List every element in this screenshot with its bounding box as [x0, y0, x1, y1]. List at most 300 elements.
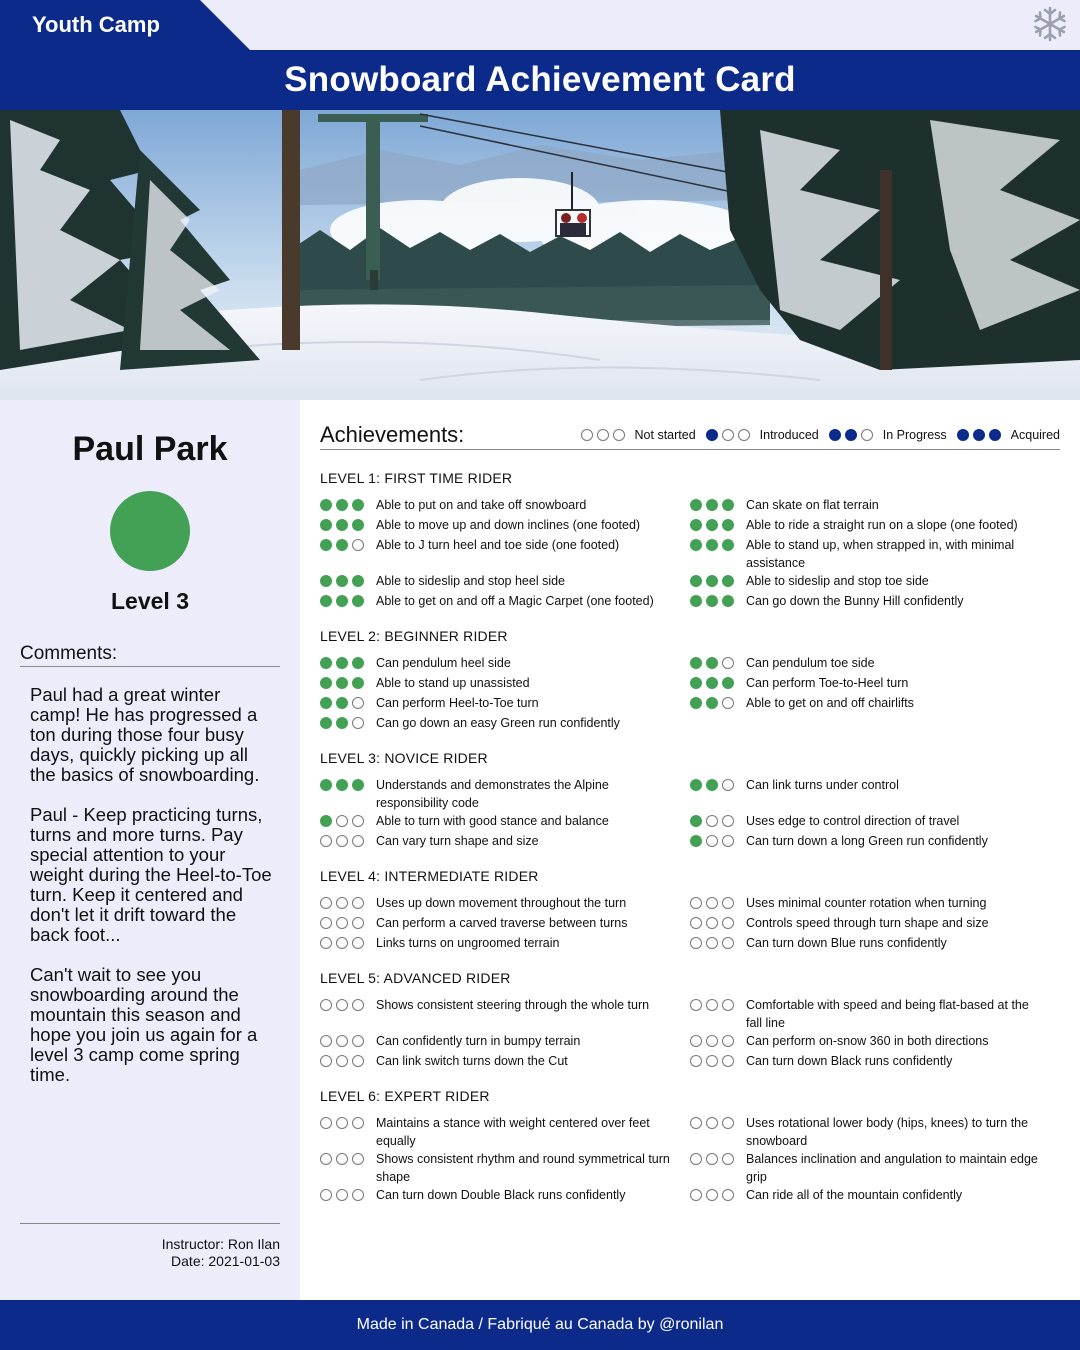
filled-dot — [690, 657, 702, 669]
empty-dot — [336, 897, 348, 909]
skill-item — [320, 832, 690, 852]
signoff-date: Date: 2021-01-03 — [171, 1253, 280, 1269]
filled-dot — [706, 539, 718, 551]
empty-dot — [722, 1117, 734, 1129]
empty-dot — [690, 1117, 702, 1129]
skill-item — [690, 832, 1060, 852]
skill-item — [690, 536, 1060, 572]
level-section — [320, 750, 1060, 852]
empty-dot — [320, 897, 332, 909]
filled-dot — [706, 657, 718, 669]
progress-dots — [690, 519, 746, 531]
progress-dots — [690, 575, 746, 587]
skill-label: Uses rotational lower body (hips, knees) to turn the snowboard — [746, 1116, 1029, 1148]
skill-label: Comfortable with speed and being flat-based at the fall line — [746, 998, 1029, 1030]
empty-dot — [722, 1055, 734, 1067]
comments-heading: Comments: — [20, 643, 280, 667]
progress-dots — [690, 937, 746, 949]
progress-legend — [581, 428, 1060, 442]
filled-dot — [706, 697, 718, 709]
skill-item — [320, 654, 690, 674]
skill-label: Able to stand up, when strapped in, with minimal assistance — [746, 538, 1015, 570]
filled-dot — [320, 539, 332, 551]
empty-dot — [352, 897, 364, 909]
skill-label: Can go down the Bunny Hill confidently — [746, 594, 964, 608]
progress-dots — [320, 697, 376, 709]
skill-item — [320, 894, 690, 914]
progress-dots — [690, 917, 746, 929]
filled-dot — [352, 779, 364, 791]
progress-dots — [320, 1055, 376, 1067]
progress-dots — [320, 1117, 376, 1129]
skill-grid — [320, 1114, 1060, 1206]
skill-grid — [320, 996, 1060, 1072]
skill-label: Links turns on ungroomed terrain — [376, 936, 560, 950]
progress-dots — [690, 595, 746, 607]
skill-item — [320, 1150, 690, 1186]
empty-dot — [690, 897, 702, 909]
skill-item — [690, 694, 1060, 714]
skill-item — [690, 776, 1060, 812]
skill-grid — [320, 496, 1060, 612]
skill-item — [690, 572, 1060, 592]
filled-dot — [336, 595, 348, 607]
empty-dot — [690, 1153, 702, 1165]
progress-dots — [690, 779, 746, 791]
empty-dot — [706, 1153, 718, 1165]
skill-item — [690, 1052, 1060, 1072]
empty-dot — [352, 1035, 364, 1047]
skill-item — [690, 592, 1060, 612]
filled-dot — [320, 717, 332, 729]
instructor-name: Instructor: Ron Ilan — [161, 1236, 280, 1252]
skill-label: Uses minimal counter rotation when turning — [746, 896, 987, 910]
filled-dot — [320, 499, 332, 511]
empty-dot — [320, 917, 332, 929]
level-title: LEVEL 2: BEGINNER RIDER — [320, 628, 508, 644]
skill-label: Uses up down movement throughout the turn — [376, 896, 627, 910]
skill-item — [320, 516, 690, 536]
progress-dots — [690, 657, 746, 669]
empty-dot — [690, 917, 702, 929]
empty-dot — [690, 937, 702, 949]
skill-item — [690, 894, 1060, 914]
level-section — [320, 868, 1060, 954]
skill-label: Can skate on flat terrain — [746, 498, 879, 512]
empty-dot — [352, 1055, 364, 1067]
skill-item — [320, 996, 690, 1032]
empty-dot — [320, 1055, 332, 1067]
progress-dots — [829, 429, 873, 441]
progress-dots — [320, 539, 376, 551]
comment-paragraph: Paul - Keep practicing turns, turns and more turns. Pay special attention to your weight during the Heel-to-Toe turn. Keep it centered and don't let it drift toward the back foot... — [30, 804, 272, 945]
skill-label: Can turn down Black runs confidently — [746, 1054, 953, 1068]
empty-dot — [690, 1055, 702, 1067]
empty-dot — [352, 1153, 364, 1165]
skill-grid — [320, 654, 1060, 734]
progress-dots — [320, 1153, 376, 1165]
page-title: Snowboard Achievement Card — [284, 60, 796, 99]
skill-label: Can perform a carved traverse between turns — [376, 916, 628, 930]
progress-dots — [690, 539, 746, 551]
filled-dot — [320, 575, 332, 587]
empty-dot — [336, 917, 348, 929]
skill-label: Can turn down a long Green run confidently — [746, 834, 988, 848]
progress-dots — [690, 1189, 746, 1201]
empty-dot — [352, 815, 364, 827]
empty-dot — [738, 429, 750, 441]
filled-dot — [706, 519, 718, 531]
filled-dot — [336, 539, 348, 551]
empty-dot — [706, 999, 718, 1011]
progress-dots — [320, 575, 376, 587]
progress-dots — [320, 499, 376, 511]
skill-label: Can pendulum heel side — [376, 656, 511, 670]
top-bar — [0, 0, 1080, 50]
progress-dots — [320, 657, 376, 669]
filled-dot — [352, 499, 364, 511]
signoff — [162, 1236, 280, 1270]
skill-item — [320, 496, 690, 516]
empty-dot — [706, 835, 718, 847]
skill-label: Uses edge to control direction of travel — [746, 814, 960, 828]
level-title: LEVEL 6: EXPERT RIDER — [320, 1088, 490, 1104]
progress-dots — [690, 1117, 746, 1129]
filled-dot — [336, 519, 348, 531]
skill-label: Can pendulum toe side — [746, 656, 875, 670]
empty-dot — [722, 815, 734, 827]
filled-dot — [690, 815, 702, 827]
progress-dots — [320, 897, 376, 909]
skill-label: Understands and demonstrates the Alpine responsibility code — [376, 778, 609, 810]
achievements-header — [320, 422, 1060, 450]
skill-item — [690, 1032, 1060, 1052]
empty-dot — [336, 1035, 348, 1047]
filled-dot — [722, 677, 734, 689]
skill-label: Can vary turn shape and size — [376, 834, 539, 848]
empty-dot — [613, 429, 625, 441]
skill-label: Can turn down Blue runs confidently — [746, 936, 947, 950]
level-section — [320, 628, 1060, 734]
filled-dot — [352, 519, 364, 531]
filled-dot — [320, 697, 332, 709]
filled-dot — [722, 519, 734, 531]
skill-label: Able to turn with good stance and balance — [376, 814, 609, 828]
filled-dot — [336, 677, 348, 689]
empty-dot — [722, 779, 734, 791]
skill-item — [320, 1186, 690, 1206]
empty-dot — [352, 835, 364, 847]
empty-dot — [320, 937, 332, 949]
empty-dot — [336, 1189, 348, 1201]
empty-dot — [352, 717, 364, 729]
skill-item — [690, 654, 1060, 674]
legend-item — [581, 428, 706, 442]
title-bar — [0, 50, 1080, 110]
skill-label: Able to get on and off a Magic Carpet (one footed) — [376, 594, 654, 608]
filled-dot — [722, 539, 734, 551]
filled-dot — [352, 657, 364, 669]
filled-dot — [336, 697, 348, 709]
skill-label: Shows consistent rhythm and round symmetrical turn shape — [376, 1152, 670, 1184]
filled-dot — [957, 429, 969, 441]
student-name: Paul Park — [72, 430, 228, 468]
filled-dot — [690, 539, 702, 551]
skill-item — [320, 714, 690, 734]
filled-dot — [320, 595, 332, 607]
student-level: Level 3 — [111, 588, 189, 614]
skill-label: Able to move up and down inclines (one footed) — [376, 518, 641, 532]
filled-dot — [690, 575, 702, 587]
progress-dots — [320, 595, 376, 607]
skill-item — [690, 1114, 1060, 1150]
skill-label: Balances inclination and angulation to maintain edge grip — [746, 1152, 1038, 1184]
legend-label: Introduced — [759, 428, 819, 442]
empty-dot — [722, 897, 734, 909]
empty-dot — [320, 1189, 332, 1201]
skill-item — [320, 914, 690, 934]
skill-label: Able to get on and off chairlifts — [746, 696, 914, 710]
empty-dot — [320, 835, 332, 847]
progress-dots — [957, 429, 1001, 441]
skill-item — [690, 934, 1060, 954]
empty-dot — [722, 999, 734, 1011]
level-title: LEVEL 5: ADVANCED RIDER — [320, 970, 511, 986]
empty-dot — [352, 999, 364, 1011]
empty-dot — [320, 999, 332, 1011]
progress-dots — [320, 835, 376, 847]
progress-dots — [320, 999, 376, 1011]
filled-dot — [829, 429, 841, 441]
skill-item — [320, 536, 690, 572]
skill-item — [690, 1150, 1060, 1186]
empty-dot — [706, 1189, 718, 1201]
progress-dots — [320, 937, 376, 949]
progress-dots — [320, 917, 376, 929]
filled-dot — [320, 779, 332, 791]
skill-label: Maintains a stance with weight centered over feet equally — [376, 1116, 650, 1148]
skill-label: Can confidently turn in bumpy terrain — [376, 1034, 581, 1048]
empty-dot — [722, 937, 734, 949]
empty-dot — [722, 835, 734, 847]
filled-dot — [690, 835, 702, 847]
progress-dots — [320, 1035, 376, 1047]
achievements-panel — [300, 400, 1080, 1300]
empty-dot — [690, 999, 702, 1011]
legend-item — [706, 428, 829, 442]
skill-label: Able to stand up unassisted — [376, 676, 530, 690]
legend-label: Not started — [634, 428, 696, 442]
filled-dot — [690, 595, 702, 607]
skill-label: Can perform Toe-to-Heel turn — [746, 676, 909, 690]
skill-item — [320, 1052, 690, 1072]
progress-dots — [690, 815, 746, 827]
level-title: LEVEL 3: NOVICE RIDER — [320, 750, 488, 766]
filled-dot — [690, 677, 702, 689]
skill-label: Can go down an easy Green run confidently — [376, 716, 620, 730]
skill-label: Able to ride a straight run on a slope (one footed) — [746, 518, 1018, 532]
progress-dots — [320, 519, 376, 531]
empty-dot — [336, 815, 348, 827]
empty-dot — [597, 429, 609, 441]
filled-dot — [989, 429, 1001, 441]
progress-dots — [320, 779, 376, 791]
empty-dot — [706, 1035, 718, 1047]
empty-dot — [336, 937, 348, 949]
skill-label: Shows consistent steering through the whole turn — [376, 998, 650, 1012]
filled-dot — [336, 717, 348, 729]
empty-dot — [690, 1035, 702, 1047]
skill-item — [690, 812, 1060, 832]
skill-item — [690, 996, 1060, 1032]
skill-grid — [320, 894, 1060, 954]
skill-item — [320, 1114, 690, 1150]
filled-dot — [336, 779, 348, 791]
comment-paragraph: Paul had a great winter camp! He has progressed a ton during those four busy days, quickly picking up all the basics of snowboarding. — [30, 684, 260, 785]
progress-dots — [581, 429, 625, 441]
progress-dots — [690, 1035, 746, 1047]
level-title: LEVEL 1: FIRST TIME RIDER — [320, 470, 513, 486]
filled-dot — [722, 595, 734, 607]
snowflake-icon — [1030, 4, 1070, 44]
empty-dot — [706, 897, 718, 909]
skill-grid — [320, 776, 1060, 852]
skill-item — [690, 496, 1060, 516]
levels-list — [320, 470, 1060, 1222]
empty-dot — [336, 835, 348, 847]
empty-dot — [722, 697, 734, 709]
empty-dot — [320, 1153, 332, 1165]
empty-dot — [861, 429, 873, 441]
filled-dot — [690, 779, 702, 791]
filled-dot — [336, 657, 348, 669]
empty-dot — [336, 999, 348, 1011]
student-panel — [0, 400, 300, 1300]
skill-label: Can link turns under control — [746, 778, 899, 792]
empty-dot — [336, 1117, 348, 1129]
empty-dot — [352, 539, 364, 551]
empty-dot — [722, 429, 734, 441]
level-badge — [110, 491, 190, 571]
filled-dot — [352, 595, 364, 607]
empty-dot — [722, 1035, 734, 1047]
skill-item — [320, 572, 690, 592]
skill-label: Able to J turn heel and toe side (one footed) — [376, 538, 620, 552]
progress-dots — [320, 717, 376, 729]
progress-dots — [690, 697, 746, 709]
progress-dots — [690, 677, 746, 689]
progress-dots — [690, 897, 746, 909]
skill-label: Controls speed through turn shape and size — [746, 916, 989, 930]
empty-dot — [706, 937, 718, 949]
legend-item — [829, 428, 957, 442]
skill-item — [690, 516, 1060, 536]
skill-item — [320, 592, 690, 612]
empty-dot — [352, 1189, 364, 1201]
skill-label: Able to put on and take off snowboard — [376, 498, 587, 512]
filled-dot — [320, 657, 332, 669]
legend-item — [957, 428, 1060, 442]
empty-dot — [722, 917, 734, 929]
achievements-heading: Achievements: — [320, 422, 465, 447]
progress-dots — [320, 1189, 376, 1201]
filled-dot — [352, 677, 364, 689]
empty-dot — [581, 429, 593, 441]
filled-dot — [336, 575, 348, 587]
filled-dot — [690, 697, 702, 709]
filled-dot — [706, 779, 718, 791]
skill-label: Able to sideslip and stop heel side — [376, 574, 566, 588]
filled-dot — [706, 677, 718, 689]
empty-dot — [722, 1189, 734, 1201]
progress-dots — [690, 835, 746, 847]
skill-item — [320, 694, 690, 714]
skill-label: Can perform Heel-to-Toe turn — [376, 696, 539, 710]
empty-dot — [320, 1035, 332, 1047]
empty-dot — [706, 815, 718, 827]
skill-label: Can turn down Double Black runs confidently — [376, 1188, 626, 1202]
comments-body — [30, 685, 275, 1105]
legend-label: In Progress — [882, 428, 947, 442]
filled-dot — [336, 499, 348, 511]
filled-dot — [722, 575, 734, 587]
camp-tab-label: Youth Camp — [32, 12, 160, 37]
skill-item — [320, 812, 690, 832]
filled-dot — [352, 575, 364, 587]
legend-label: Acquired — [1010, 428, 1060, 442]
progress-dots — [690, 1055, 746, 1067]
filled-dot — [706, 499, 718, 511]
skill-item — [320, 1032, 690, 1052]
progress-dots — [706, 429, 750, 441]
empty-dot — [320, 1117, 332, 1129]
filled-dot — [722, 499, 734, 511]
skill-label: Can ride all of the mountain confidently — [746, 1188, 963, 1202]
footer — [0, 1300, 1080, 1350]
empty-dot — [336, 1153, 348, 1165]
skill-label: Able to sideslip and stop toe side — [746, 574, 929, 588]
comment-paragraph: Can't wait to see you snowboarding around the mountain this season and hope you join us again for a level 3 camp come spring time. — [30, 964, 258, 1085]
level-section — [320, 970, 1060, 1072]
filled-dot — [706, 595, 718, 607]
filled-dot — [320, 519, 332, 531]
signoff-divider — [20, 1223, 280, 1224]
empty-dot — [352, 697, 364, 709]
empty-dot — [352, 1117, 364, 1129]
progress-dots — [690, 499, 746, 511]
empty-dot — [336, 1055, 348, 1067]
filled-dot — [320, 677, 332, 689]
filled-dot — [706, 429, 718, 441]
skill-item — [690, 1186, 1060, 1206]
filled-dot — [320, 815, 332, 827]
filled-dot — [845, 429, 857, 441]
empty-dot — [352, 937, 364, 949]
progress-dots — [690, 1153, 746, 1165]
empty-dot — [706, 1117, 718, 1129]
progress-dots — [690, 999, 746, 1011]
skill-label: Can perform on-snow 360 in both directions — [746, 1034, 989, 1048]
empty-dot — [352, 917, 364, 929]
empty-dot — [722, 1153, 734, 1165]
skill-item — [690, 914, 1060, 934]
empty-dot — [706, 917, 718, 929]
level-section — [320, 470, 1060, 612]
filled-dot — [973, 429, 985, 441]
level-title: LEVEL 4: INTERMEDIATE RIDER — [320, 868, 539, 884]
skill-item — [320, 934, 690, 954]
progress-dots — [320, 815, 376, 827]
